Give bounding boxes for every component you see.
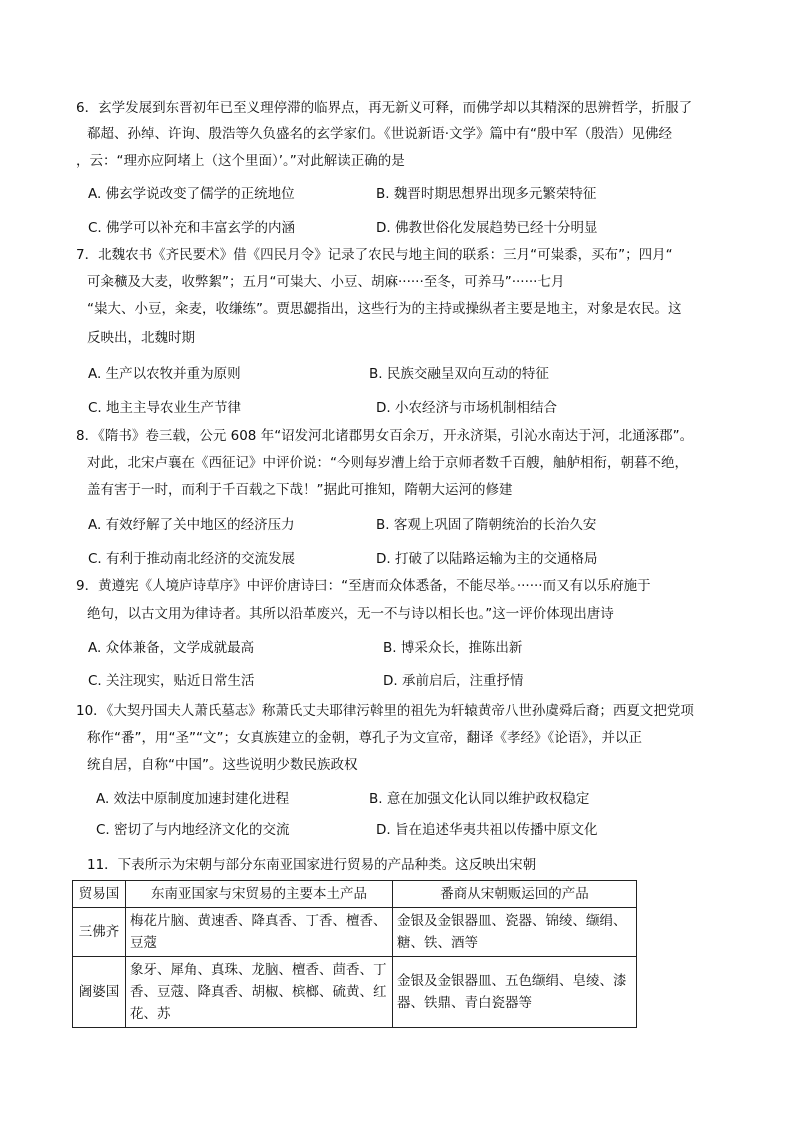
- q8-option-b: B. 客观上巩固了隋朝统治的长治久安: [376, 517, 597, 533]
- table-header-cell: 东南亚国家与宋贸易的主要本土产品: [126, 881, 393, 908]
- q10-line-2: 称作“番”，用“圣”“文”；女真族建立的金朝，尊孔子为文宣帝，翻译《孝经》《论语》，并以正: [87, 730, 642, 746]
- q11-line-1: 11．下表所示为宋朝与部分东南亚国家进行贸易的产品种类。这反映出宋朝: [87, 857, 537, 873]
- q7-line-1: 7．北魏农书《齐民要术》借《四民月令》记录了农民与地主间的联系：三月“可粜黍，买布”；四月“: [76, 247, 673, 263]
- q9-option-d: D. 承前启后，注重抒情: [383, 673, 524, 689]
- q10-option-b: B. 意在加强文化认同以维护政权稳定: [369, 791, 590, 807]
- q10-option-c: C. 密切了与内地经济文化的交流: [96, 822, 290, 838]
- q8-line-3: 盖有害于一时，而利于千百载之下哉！”据此可推知，隋朝大运河的修建: [87, 482, 513, 498]
- q8-option-a: A. 有效纾解了关中地区的经济压力: [88, 517, 295, 533]
- table-header-cell: 番商从宋朝贩运回的产品: [393, 881, 637, 908]
- q7-option-a: A. 生产以农牧并重为原则: [88, 366, 241, 382]
- trade-table: [72, 880, 637, 1028]
- table-cell-country: 三佛齐: [73, 908, 126, 957]
- table-cell-country: 阇婆国: [73, 957, 126, 1028]
- table-cell-local-products: 象牙、犀角、真珠、龙脑、檀香、茴香、丁香、豆蔻、降真香、胡椒、槟榔、硫黄、红花、苏: [126, 957, 393, 1028]
- q6-option-c: C. 佛学可以补充和丰富玄学的内涵: [88, 220, 296, 236]
- q6-line-2: 郗超、孙绰、许询、殷浩等久负盛名的玄学家们。《世说新语·文学》篇中有“殷中军（殷浩）见佛经: [87, 126, 673, 142]
- q6-option-b: B. 魏晋时期思想界出现多元繁荣特征: [376, 186, 597, 202]
- q8-line-1: 8．《隋书》卷三载，公元 608 年“诏发河北诸郡男女百余万，开永济渠，引沁水南达于河，北通涿郡”。: [76, 428, 694, 444]
- q7-option-b: B. 民族交融呈双向互动的特征: [369, 366, 549, 382]
- table-cell-local-products: 梅花片脑、黄速香、降真香、丁香、檀香、豆蔻: [126, 908, 393, 957]
- table-header-cell: 贸易国: [73, 881, 126, 908]
- q8-line-2: 对此，北宋卢襄在《西征记》中评价说：“今则每岁漕上给于京师者数千百艘，舳舻相衔，朝暮不绝，: [87, 455, 688, 471]
- table-row: [73, 957, 637, 1028]
- q7-option-d: D. 小农经济与市场机制相结合: [376, 400, 557, 416]
- table-header-row: [73, 881, 637, 908]
- table-cell-song-products: 金银及金银器皿、五色缬绢、皂绫、漆器、铁鼎、青白瓷器等: [393, 957, 637, 1028]
- q8-option-c: C. 有利于推动南北经济的交流发展: [88, 551, 296, 567]
- q9-line-2: 绝句，以古文用为律诗者。其所以沿革废兴，无一不与诗以相长也。”这一评价体现出唐诗: [87, 606, 614, 622]
- q10-option-d: D. 旨在追述华夷共祖以传播中原文化: [376, 822, 598, 838]
- q9-option-b: B. 博采众长，推陈出新: [383, 640, 523, 656]
- q10-option-a: A. 效法中原制度加速封建化进程: [96, 791, 290, 807]
- q7-line-4: 反映出，北魏时期: [87, 330, 195, 346]
- q6-line-1: 6．玄学发展到东晋初年已至义理停滞的临界点，再无新义可释，而佛学却以其精深的思辨哲学，折服了: [76, 100, 693, 116]
- q9-option-c: C. 关注现实，贴近日常生活: [88, 673, 255, 689]
- q7-option-c: C. 地主主导农业生产节律: [88, 400, 242, 416]
- q9-option-a: A. 众体兼备，文学成就最高: [88, 640, 255, 656]
- q6-option-d: D. 佛教世俗化发展趋势已经十分明显: [376, 220, 598, 236]
- q7-line-2: 可籴穬及大麦，收弊絮”；五月“可粜大、小豆、胡麻······至冬，可养马”······七月: [87, 274, 565, 290]
- q10-line-1: 10．《大契丹国夫人萧氏墓志》称萧氏丈夫耶律污斡里的祖先为轩辕黄帝八世孙虞舜后裔；西夏文把党项: [76, 703, 694, 719]
- q7-line-3: “粜大、小豆，籴麦，收缣练”。贾思勰指出，这些行为的主持或操纵者主要是地主，对象是农民。这: [87, 301, 682, 317]
- q6-option-a: A. 佛玄学说改变了儒学的正统地位: [88, 186, 295, 202]
- q8-option-d: D. 打破了以陆路运输为主的交通格局: [376, 551, 598, 567]
- q10-line-3: 统自居，自称“中国”。这些说明少数民族政权: [87, 757, 358, 773]
- table-row: [73, 908, 637, 957]
- q6-line-3: ，云：“理亦应阿堵上（这个里面）’。”对此解读正确的是: [76, 153, 405, 169]
- table-cell-song-products: 金银及金银器皿、瓷器、锦绫、缬绢、糖、铁、酒等: [393, 908, 637, 957]
- q9-line-1: 9．黄遵宪《人境庐诗草序》中评价唐诗曰：“至唐而众体悉备，不能尽举。······而又有以乐府施于: [76, 578, 651, 594]
